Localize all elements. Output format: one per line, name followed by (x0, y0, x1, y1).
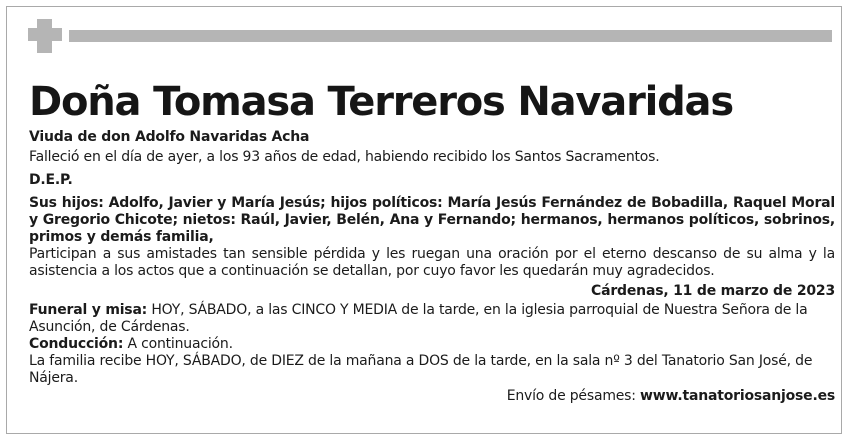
cross-icon (28, 19, 62, 53)
funeral-label: Funeral y misa: (29, 302, 148, 318)
condolences-label: Envío de pésames: (506, 388, 641, 404)
reception-info: La familia recibe HOY, SÁBADO, de DIEZ de la mañana a DOS de la tarde, en la sala nº 3 del Tanatorio San José, de Nájera. (29, 353, 813, 386)
condolences-url[interactable]: www.tanatoriosanjose.es (640, 388, 835, 404)
funeral-info (29, 302, 835, 336)
dep-label: D.E.P. (29, 172, 73, 188)
conduccion-label: Conducción: (29, 336, 124, 352)
cross-horizontal-bar (28, 28, 62, 41)
conduccion-info (29, 336, 835, 353)
conduccion-text: A continuación. (123, 336, 233, 352)
widow-subtitle: Viuda de don Adolfo Navaridas Acha (29, 129, 310, 145)
place-date: Cárdenas, 11 de marzo de 2023 (591, 283, 835, 299)
prayer-request: Participan a sus amistades tan sensible pérdida y les ruegan una oración por el eterno descanso de su alma y la asistencia a los actos que a continuación se detallan, por cuyo favor les quedarán muy agradecidos. (29, 246, 835, 279)
obituary-card (6, 6, 842, 434)
condolences-line (29, 387, 835, 405)
obituary-body (29, 75, 835, 405)
death-notice: Falleció en el día de ayer, a los 93 años de edad, habiendo recibido los Santos Sacramentos. (29, 149, 660, 165)
funeral-text: HOY, SÁBADO, a las CINCO Y MEDIA de la tarde, en la iglesia parroquial de Nuestra Señora de la Asunción, de Cárdenas. (29, 302, 808, 335)
header-rule (69, 30, 832, 42)
family-list: Sus hijos: Adolfo, Javier y María Jesús; hijos políticos: María Jesús Fernández de Bobadilla, Raquel Moral y Gregorio Chicote; nietos: Raúl, Javier, Belén, Ana y Fernando; hermanos, hermanos políticos, sobrinos, primos y demás familia, (29, 195, 835, 245)
deceased-name: Doña Tomasa Terreros Navaridas (29, 79, 733, 125)
